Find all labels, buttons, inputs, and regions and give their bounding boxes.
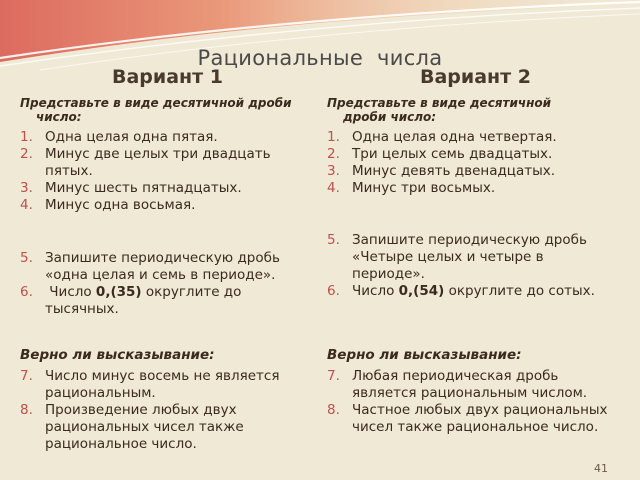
list-item: 1. Одна целая одна четвертая.: [327, 129, 557, 145]
list-item: 3. Минус шесть пятнадцатых.: [20, 180, 242, 196]
list-item: 6. Число 0,(54) округлите до сотых.: [327, 283, 595, 299]
variant1-instruction-line2: число:: [36, 110, 82, 124]
variant2-instruction-line2: дроби число:: [343, 110, 437, 124]
list-item: 8. Частное любых двух рациональных чисел также рациональное число.: [327, 402, 608, 435]
variant1-periodic-list: [20, 250, 315, 318]
variant1-conversion-list: [20, 129, 315, 214]
list-item: 2. Три целых семь двадцатых.: [327, 146, 553, 162]
list-item: 7. Число минус восемь не является рациональным.: [20, 368, 280, 401]
periodic-value: 0,(35): [95, 284, 142, 300]
list-item: 5. Запишите периодическую дробь «одна целая и семь в периоде».: [20, 250, 280, 283]
variant2-question-heading: Верно ли высказывание:: [327, 347, 522, 363]
list-item: 1. Одна целая одна пятая.: [20, 129, 218, 145]
list-item: 2. Минус две целых три двадцать пятых.: [20, 146, 271, 179]
variant2-statement-list: [327, 368, 617, 436]
variant1-statement-list: [20, 368, 315, 453]
slide-title: Рациональные числа: [197, 46, 443, 70]
list-item: 4. Минус одна восьмая.: [20, 197, 196, 213]
periodic-value: 0,(54): [398, 283, 445, 299]
list-item: 5. Запишите периодическую дробь «Четыре целых и четыре в периоде».: [327, 232, 587, 282]
list-item: 4. Минус три восьмых.: [327, 180, 496, 196]
variant2-instruction-line1: Представьте в виде десятичной: [327, 96, 552, 110]
variant2-instruction: [327, 96, 551, 124]
list-item: 7. Любая периодическая дробь является рациональным числом.: [327, 368, 588, 401]
variant2-conversion-list: [327, 129, 627, 197]
variant1-instruction: [20, 96, 292, 124]
variant2-heading: Вариант 2: [420, 66, 532, 88]
page-number: 41: [594, 462, 608, 475]
list-item: 8. Произведение любых двух рациональных чисел также рациональное число.: [20, 402, 244, 452]
variant1-question-heading: Верно ли высказывание:: [20, 347, 215, 363]
list-item: 6. Число 0,(35) округлите до тысячных.: [20, 284, 246, 317]
list-item: 3. Минус девять двенадцатых.: [327, 163, 556, 179]
variant2-periodic-list: [327, 232, 617, 300]
variant1-heading: Вариант 1: [112, 66, 224, 88]
variant1-instruction-line1: Представьте в виде десятичной дроби: [20, 96, 292, 110]
